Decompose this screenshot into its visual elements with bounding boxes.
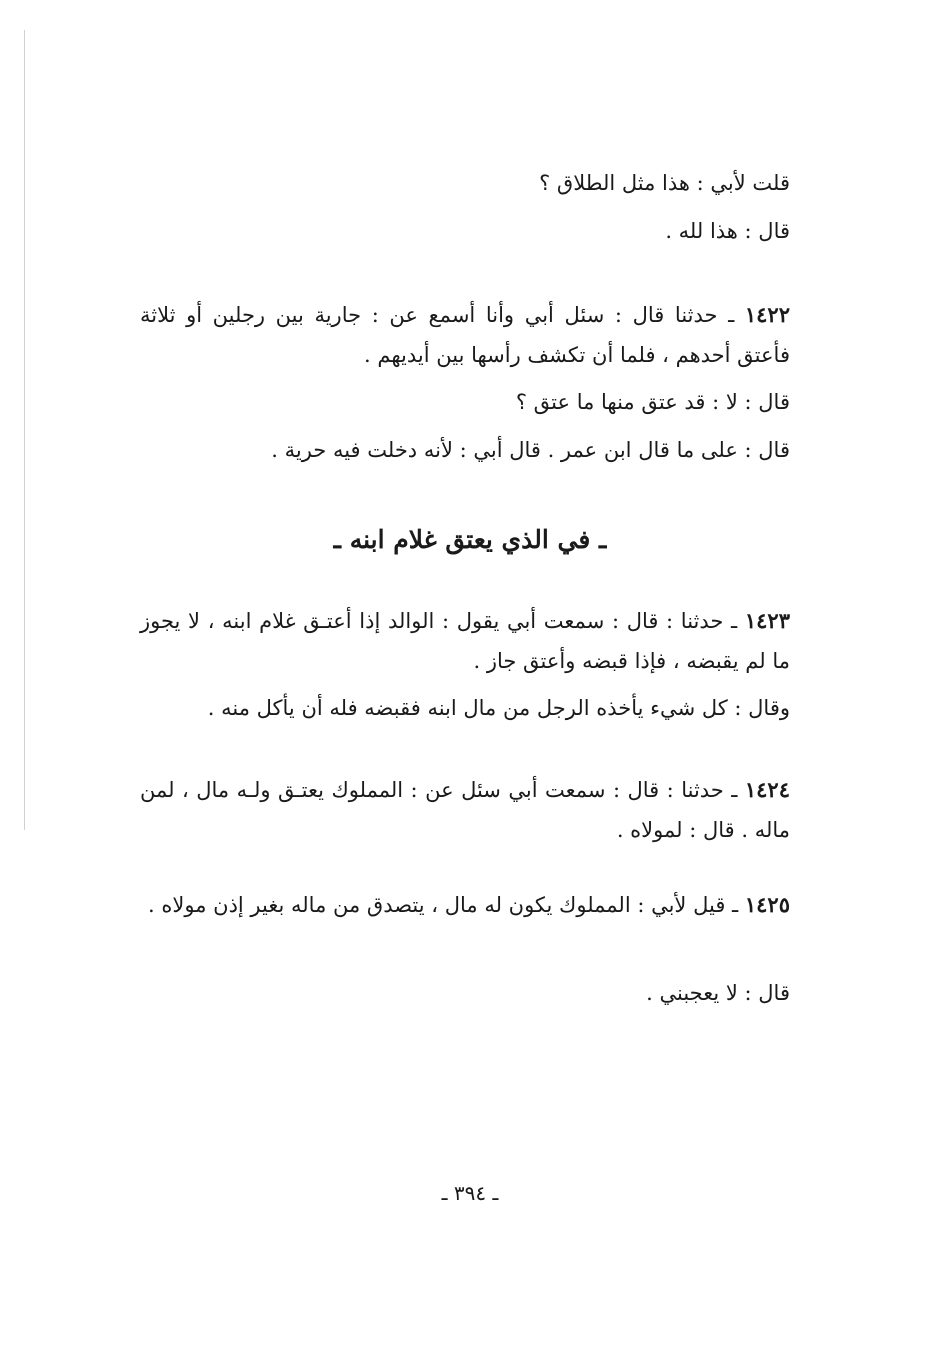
- hadith-1423-statement: وقال : كل شيء يأخذه الرجل من مال ابنه فقبضه فله أن يأكل منه .: [207, 696, 790, 720]
- hadith-text: ـ حدثنا قال : سئل أبي وأنا أسمع عن : جارية بين رجلين أو ثلاثة فأعتق أحدهم ، فلما أن تكشف رأسها بين أيديهم .: [140, 303, 790, 367]
- question-line: قلت لأبي : هذا مثل الطلاق ؟: [539, 171, 790, 195]
- hadith-1422-answer: قال : على ما قال ابن عمر . قال أبي : لأنه دخلت فيه حرية .: [271, 438, 790, 462]
- hadith-1423: [140, 601, 790, 681]
- hadith-text: ـ قيل لأبي : المملوك يكون له مال ، يتصدق من ماله بغير إذن مولاه .: [148, 893, 745, 917]
- hadith-number: ١٤٢٢: [744, 302, 790, 327]
- answer-line: قال : هذا لله .: [665, 219, 790, 243]
- hadith-number: ١٤٢٣: [744, 608, 790, 633]
- hadith-text: ـ حدثنا : قال : سمعت أبي سئل عن : المملوك يعتـق ولـه مال ، لمن ماله . قال : لمولاه .: [140, 778, 790, 842]
- hadith-1425-answer: قال : لا يعجبني .: [646, 981, 790, 1005]
- hadith-1425: [140, 885, 790, 925]
- hadith-number: ١٤٢٥: [744, 892, 790, 917]
- hadith-text: ـ حدثنا : قال : سمعت أبي يقول : الوالد إذا أعتـق غلام ابنه ، لا يجوز ما لم يقبضه ، فإذا قبضه وأعتق جاز .: [140, 609, 790, 673]
- hadith-1422-question: قال : لا : قد عتق منها ما عتق ؟: [515, 390, 790, 414]
- scan-edge-line: [24, 30, 25, 830]
- section-heading: ـ في الذي يعتق غلام ابنه ـ: [333, 525, 607, 554]
- page-number: ـ ٣٩٤ ـ: [441, 1181, 499, 1205]
- hadith-1424: [140, 770, 790, 850]
- hadith-number: ١٤٢٤: [744, 777, 790, 802]
- hadith-1422: [140, 295, 790, 375]
